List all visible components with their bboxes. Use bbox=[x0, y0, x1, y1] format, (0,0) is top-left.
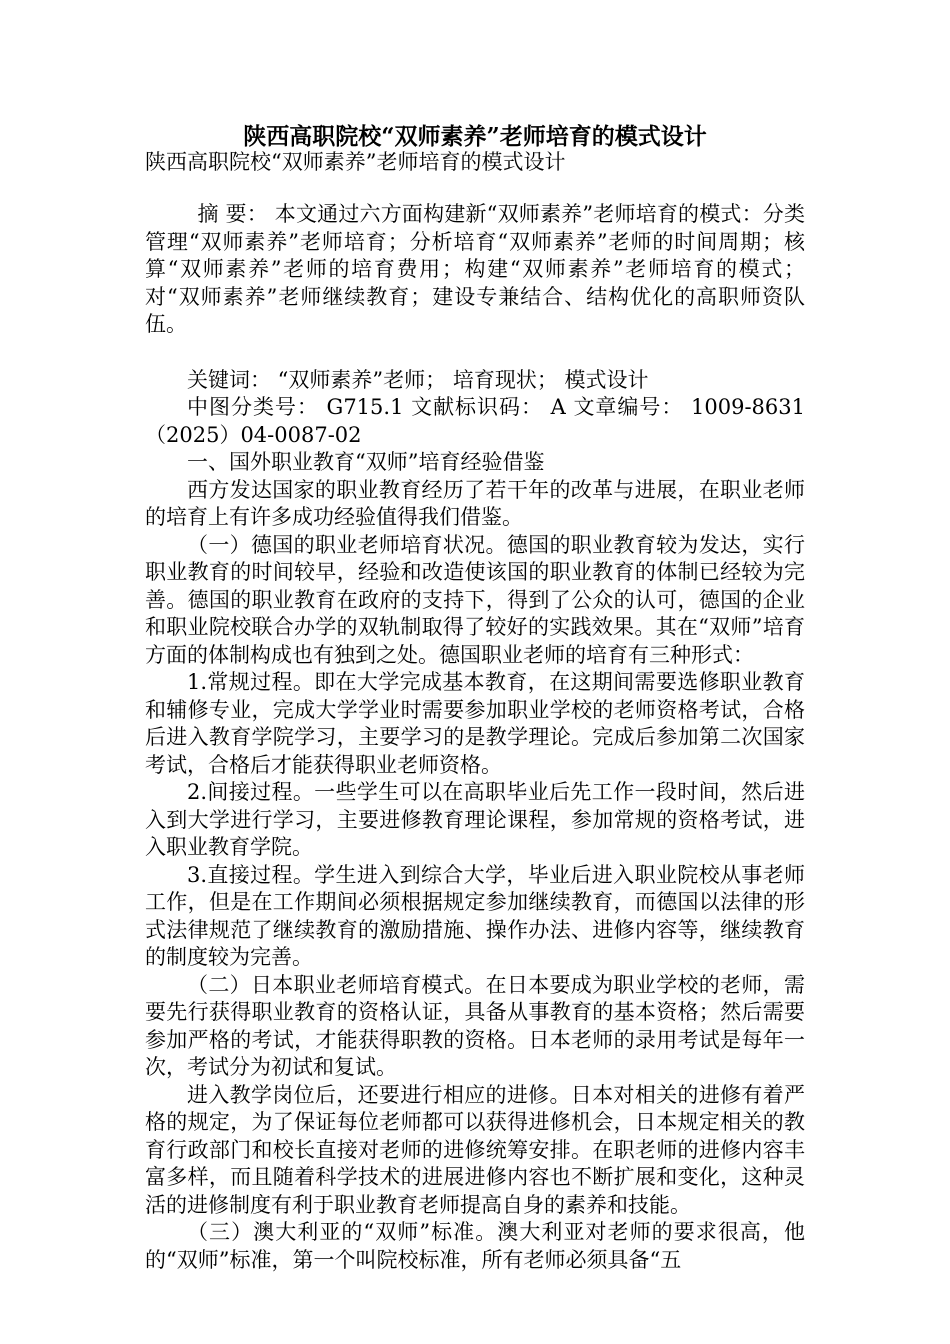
body-paragraph: 3.直接过程。学生进入到综合大学，毕业后进入职业院校从事老师工作，但是在工作期间必须根据规定参加继续教育，而德国以法律的形式法律规范了继续教育的激励措施、操作办法、进修内容等，继续教育的制度较为完善。 bbox=[145, 862, 805, 969]
body-paragraph: （二）日本职业老师培育模式。在日本要成为职业学校的老师，需要先行获得职业教育的资格认证，具备从事教育的基本资格；然后需要参加严格的考试，才能获得职教的资格。日本老师的录用考试是每年一次，考试分为初试和复试。 bbox=[145, 972, 805, 1079]
section-heading: 一、国外职业教育“双师”培育经验借鉴 bbox=[187, 450, 545, 474]
body-paragraph: 1.常规过程。即在大学完成基本教育，在这期间需要选修职业教育和辅修专业，完成大学学业时需要参加职业学校的老师资格考试，合格后进入教育学院学习，主要学习的是教学理论。完成后参加第二次国家考试，合格后才能获得职业老师资格。 bbox=[145, 670, 805, 777]
body-paragraph: （三）澳大利亚的“双师”标准。澳大利亚对老师的要求很高，他的“双师”标准，第一个叫院校标准，所有老师必须具备“五 bbox=[145, 1220, 805, 1272]
body-paragraph: （一）德国的职业老师培育状况。德国的职业教育较为发达，实行职业教育的时间较早，经验和改造使该国的职业教育的体制已经较为完善。德国的职业教育在政府的支持下，得到了公众的认可，德国的企业和职业院校联合办学的双轨制取得了较好的实践效果。其在“双师”培育方面的体制构成也有独到之处。德国职业老师的培育有三种形式： bbox=[145, 532, 805, 667]
document-title: 陕西高职院校“双师素养”老师培育的模式设计 bbox=[243, 123, 707, 150]
body-paragraph: 西方发达国家的职业教育经历了若干年的改革与进展，在职业老师的培育上有许多成功经验值得我们借鉴。 bbox=[145, 477, 805, 529]
classification-line: 中图分类号： G715.1 文献标识码： A 文章编号： 1009-8631（2025）04-0087-02 bbox=[145, 395, 805, 447]
keywords-line: 关键词： “双师素养”老师； 培育现状； 模式设计 bbox=[187, 367, 649, 392]
document-subtitle: 陕西高职院校“双师素养”老师培育的模式设计 bbox=[145, 150, 566, 174]
document-body bbox=[145, 201, 805, 1274]
paragraph-spacer bbox=[145, 339, 805, 367]
abstract-paragraph: 摘 要： 本文通过六方面构建新“双师素养”老师培育的模式：分类管理“双师素养”老师培育；分析培育“双师素养”老师的时间周期；核算“双师素养”老师的培育费用；构建“双师素养”老师培育的模式；对“双师素养”老师继续教育；建设专兼结合、结构优化的高职师资队伍。 bbox=[145, 202, 805, 336]
body-paragraph: 2.间接过程。一些学生可以在高职毕业后先工作一段时间，然后进入到大学进行学习，主要进修教育理论课程，参加常规的资格考试，进入职业教育学院。 bbox=[145, 780, 805, 859]
body-paragraph: 进入教学岗位后，还要进行相应的进修。日本对相关的进修有着严格的规定，为了保证每位老师都可以获得进修机会，日本规定相关的教育行政部门和校长直接对老师的进修统筹安排。在职老师的进修内容丰富多样，而且随着科学技术的进展进修内容也不断扩展和变化，这种灵活的进修制度有利于职业教育老师提高自身的素养和技能。 bbox=[145, 1082, 805, 1217]
